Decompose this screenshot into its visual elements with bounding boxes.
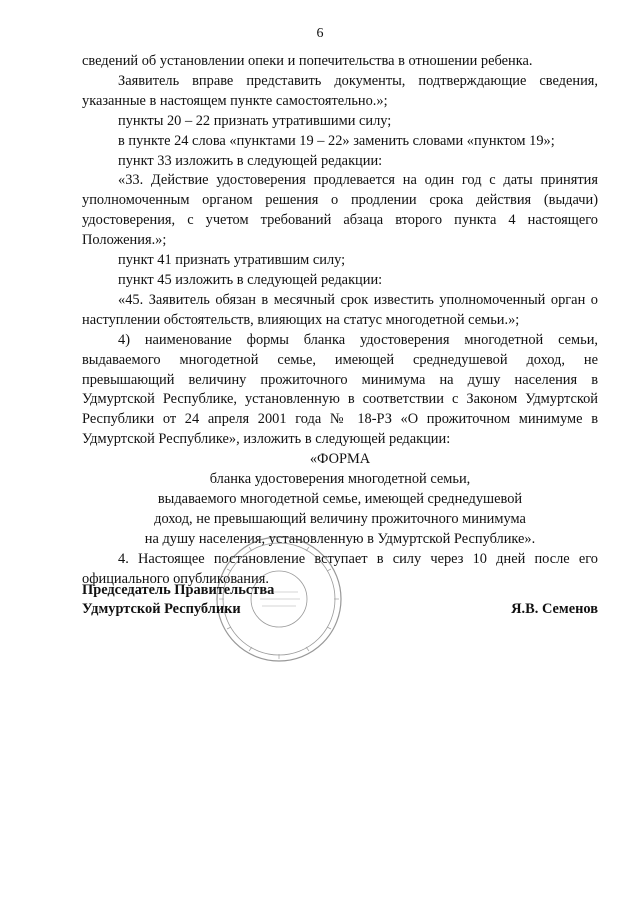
signature-title-line: Удмуртской Республики	[82, 601, 241, 617]
paragraph: в пункте 24 слова «пунктами 19 – 22» заменить словами «пунктом 19»;	[118, 132, 555, 149]
paragraph: пункт 33 изложить в следующей редакции:	[118, 152, 383, 169]
page-number: 6	[316, 26, 324, 41]
form-heading-line: выдаваемого многодетной семье, имеющей среднедушевой	[157, 490, 523, 507]
paragraph: «45. Заявитель обязан в месячный срок известить уполномоченный орган о наступлении обстоятельств, влияющих на статус многодетной семьи.»;	[82, 291, 598, 328]
paragraph: 4. Настоящее постановление вступает в силу через 10 дней после его официального опубликования.	[82, 550, 598, 587]
form-heading-line: доход, не превышающий величину прожиточного минимума	[154, 510, 526, 527]
paragraph: пункты 20 – 22 признать утратившими силу;	[118, 112, 392, 129]
form-heading-line: на душу населения, установленную в Удмуртской Республике».	[144, 530, 536, 547]
form-heading: «ФОРМА	[309, 451, 371, 468]
paragraph: сведений об установлении опеки и попечительства в отношении ребенка.	[82, 53, 533, 69]
signature-title	[82, 581, 274, 619]
paragraph: «33. Действие удостоверения продлевается на один год с даты принятия уполномоченным органом решения о продлении срока действия (выдачи) удостоверения, с учетом требований абзаца второго пункта 4 настоящего Положения.»;	[82, 172, 598, 249]
paragraph: пункт 41 признать утратившим силу;	[118, 252, 346, 269]
signature-name: Я.В. Семенов	[511, 601, 598, 617]
document-body	[82, 52, 598, 589]
signature-title-line: Председатель Правительства	[82, 582, 275, 598]
paragraph: 4) наименование формы бланка удостоверения многодетной семьи, выдаваемого многодетной семье, имеющей среднедушевой доход, не превышающий величину прожиточного минимума на душу населения в Удмуртской Республике, установленную в соответствии с Законом Удмуртской Республики от 24 апреля 2001 года № 18-РЗ «О прожиточном минимуме в Удмуртской Республике», изложить в следующей редакции:	[82, 331, 598, 448]
paragraph: пункт 45 изложить в следующей редакции:	[118, 271, 383, 288]
paragraph: Заявитель вправе представить документы, подтверждающие сведения, указанные в настоящем пункте самостоятельно.»;	[82, 72, 598, 109]
form-heading-line: бланка удостоверения многодетной семьи,	[209, 471, 471, 488]
